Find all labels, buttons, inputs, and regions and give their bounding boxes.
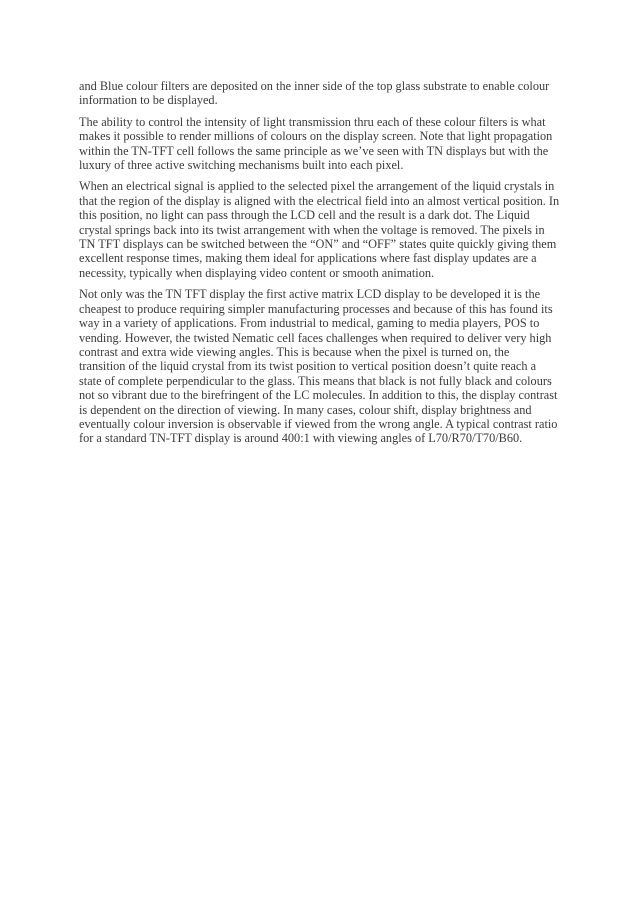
text-line: crystal springs back into its twist arrangement with when the voltage is removed. The pixels in (79, 222, 545, 237)
text-line: luxury of three active switching mechanisms built into each pixel. (79, 158, 404, 173)
text-line: transition of the liquid crystal from its twist position to vertical position doesn’t quite reach a (79, 359, 537, 374)
text-line: state of complete perpendicular to the glass. This means that black is not fully black and colours (79, 373, 552, 388)
text-line: this position, no light can pass through the LCD cell and the result is a dark dot. The Liquid (79, 208, 530, 223)
paragraph-light-transmission (79, 115, 566, 173)
text-line: excellent response times, making them ideal for applications where fast display updates are a (79, 251, 537, 266)
paragraph-colour-filters (79, 79, 566, 108)
text-line: cheapest to produce requiring simpler manufacturing processes and because of this has found its (79, 301, 553, 316)
text-line: that the region of the display is aligned with the electrical field into an almost vertical position. In (79, 193, 560, 208)
text-line: is dependent on the direction of viewing. In many cases, colour shift, display brightness and (79, 402, 532, 417)
text-line: contrast and extra wide viewing angles. This is because when the pixel is turned on, the (79, 344, 510, 359)
text-line: within the TN-TFT cell follows the same principle as we’ve seen with TN displays but with the (79, 143, 549, 158)
text-line: for a standard TN-TFT display is around 400:1 with viewing angles of L70/R70/T70/B60. (79, 431, 523, 446)
text-line: When an electrical signal is applied to the selected pixel the arrangement of the liquid crystals in (79, 179, 555, 194)
text-line: makes it possible to render millions of colours on the display screen. Note that light propagation (79, 129, 553, 144)
text-line: not so vibrant due to the birefringent of the LC molecules. In addition to this, the display contrast (79, 388, 558, 403)
text-line: The ability to control the intensity of light transmission thru each of these colour filters is what (79, 114, 546, 129)
text-line: and Blue colour filters are deposited on the inner side of the top glass substrate to enable colour (79, 79, 550, 93)
text-line: necessity, typically when displaying video content or smooth animation. (79, 265, 435, 280)
text-line: eventually colour inversion is observable if viewed from the wrong angle. A typical contrast ratio (79, 416, 558, 431)
text-line: TN TFT displays can be switched between the “ON” and “OFF” states quite quickly giving them (79, 237, 557, 252)
text-line: Not only was the TN TFT display the first active matrix LCD display to be developed it is the (79, 287, 541, 302)
text-line: information to be displayed. (79, 93, 218, 108)
paragraph-tn-tft-limitations (79, 287, 566, 445)
text-line: vending. However, the twisted Nematic cell faces challenges when required to deliver very high (79, 330, 552, 345)
text-line: way in a variety of applications. From industrial to medical, gaming to media players, POS to (79, 316, 540, 331)
document-body (79, 79, 566, 453)
paragraph-electrical-signal (79, 179, 566, 280)
